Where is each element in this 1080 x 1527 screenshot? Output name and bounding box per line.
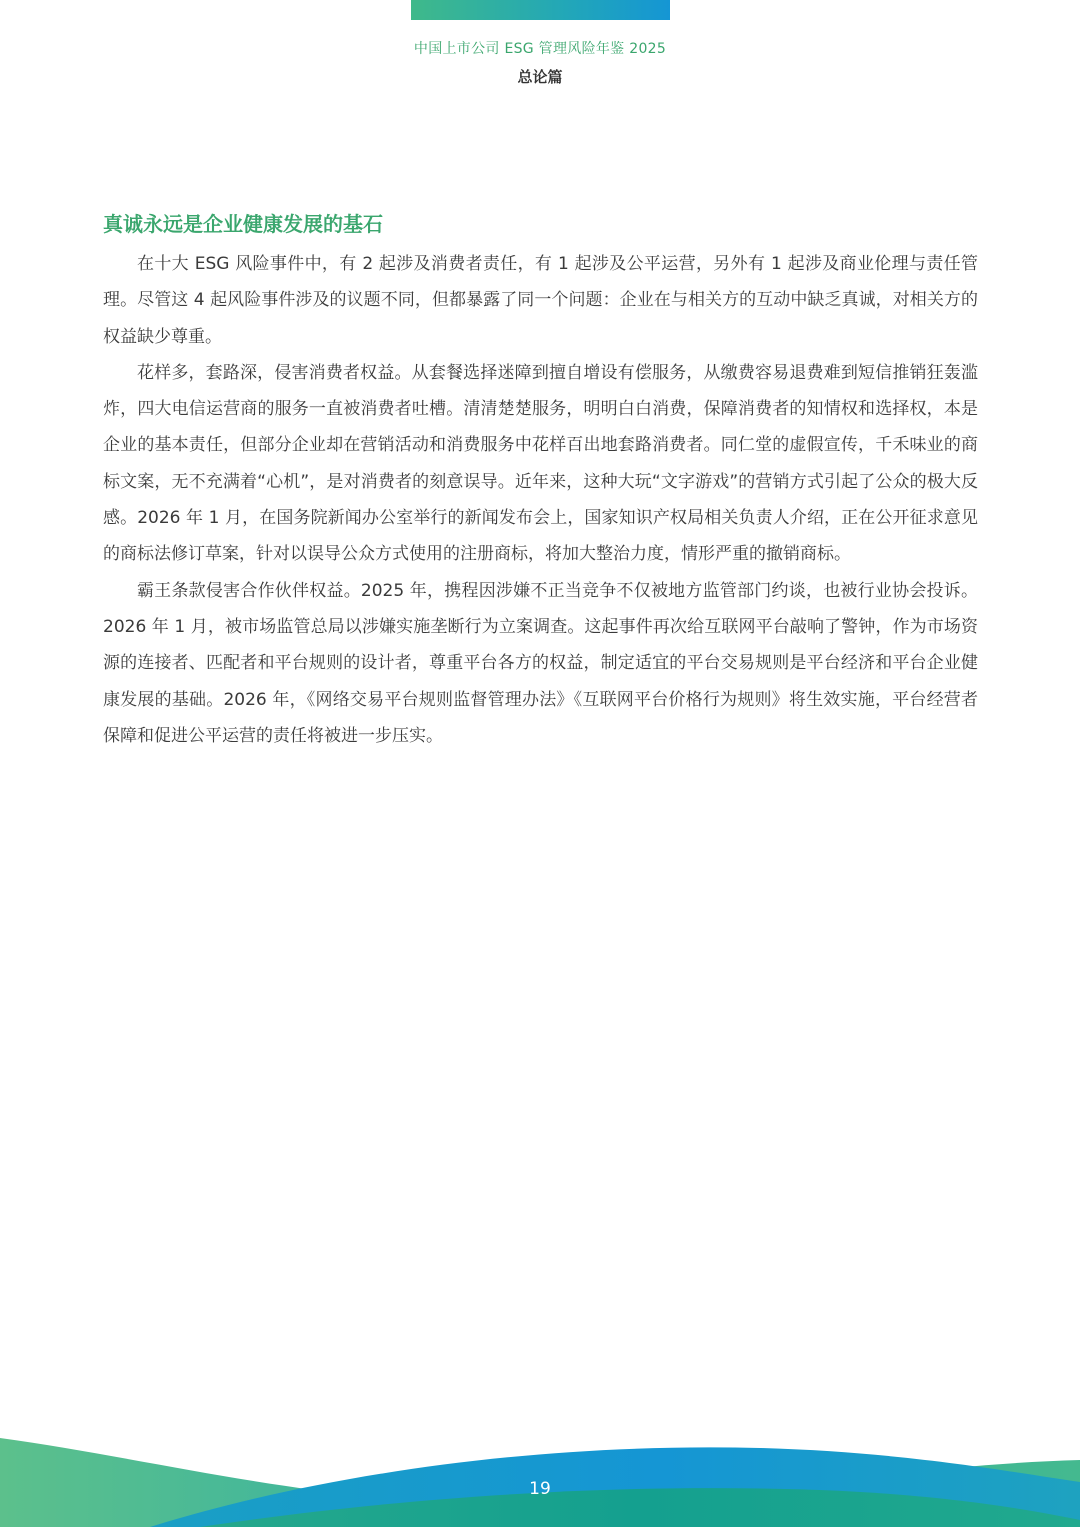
footer-wave-decoration xyxy=(0,1420,1080,1527)
page-header xyxy=(0,40,1080,86)
header-accent-bar xyxy=(411,0,670,20)
page-number: 19 xyxy=(529,1479,551,1499)
section-heading: 真诚永远是企业健康发展的基石 xyxy=(103,212,383,236)
body-paragraph: 霸王条款侵害合作伙伴权益。2025 年，携程因涉嫌不正当竞争不仅被地方监管部门约谈，也被行业协会投诉。2026 年 1 月，被市场监管总局以涉嫌实施垄断行为立案调查。这起事件再次给互联网平台敲响了警钟，作为市场资源的连接者、匹配者和平台规则的设计者，尊重平台各方的权益，制定适宜的平台交易规则是平台经济和平台企业健康发展的基础。2026 年，《网络交易平台规则监督管理办法》《互联网平台价格行为规则》将生效实施，平台经营者保障和促进公平运营的责任将被进一步压实。 xyxy=(103,580,978,746)
body-paragraph: 花样多，套路深，侵害消费者权益。从套餐选择迷障到擅自增设有偿服务，从缴费容易退费难到短信推销狂轰滥炸，四大电信运营商的服务一直被消费者吐槽。清清楚楚服务，明明白白消费，保障消费者的知情权和选择权，本是企业的基本责任，但部分企业却在营销活动和消费服务中花样百出地套路消费者。同仁堂的虚假宣传，千禾味业的商标文案，无不充满着“心机”，是对消费者的刻意误导。近年来，这种大玩“文字游戏”的营销方式引起了公众的极大反感。2026 年 1 月，在国务院新闻办公室举行的新闻发布会上，国家知识产权局相关负责人介绍，正在公开征求意见的商标法修订草案，针对以误导公众方式使用的注册商标，将加大整治力度，情形严重的撤销商标。 xyxy=(103,362,978,565)
publication-title: 中国上市公司 ESG 管理风险年鉴 2025 xyxy=(413,41,667,57)
body-paragraph: 在十大 ESG 风险事件中，有 2 起涉及消费者责任，有 1 起涉及公平运营，另外有 1 起涉及商业伦理与责任管理。尽管这 4 起风险事件涉及的议题不同，但都暴露了同一个问题：企业在与相关方的互动中缺乏真诚，对相关方的权益缺少尊重。 xyxy=(103,254,978,347)
chapter-title: 总论篇 xyxy=(517,68,563,86)
main-content xyxy=(103,209,978,754)
